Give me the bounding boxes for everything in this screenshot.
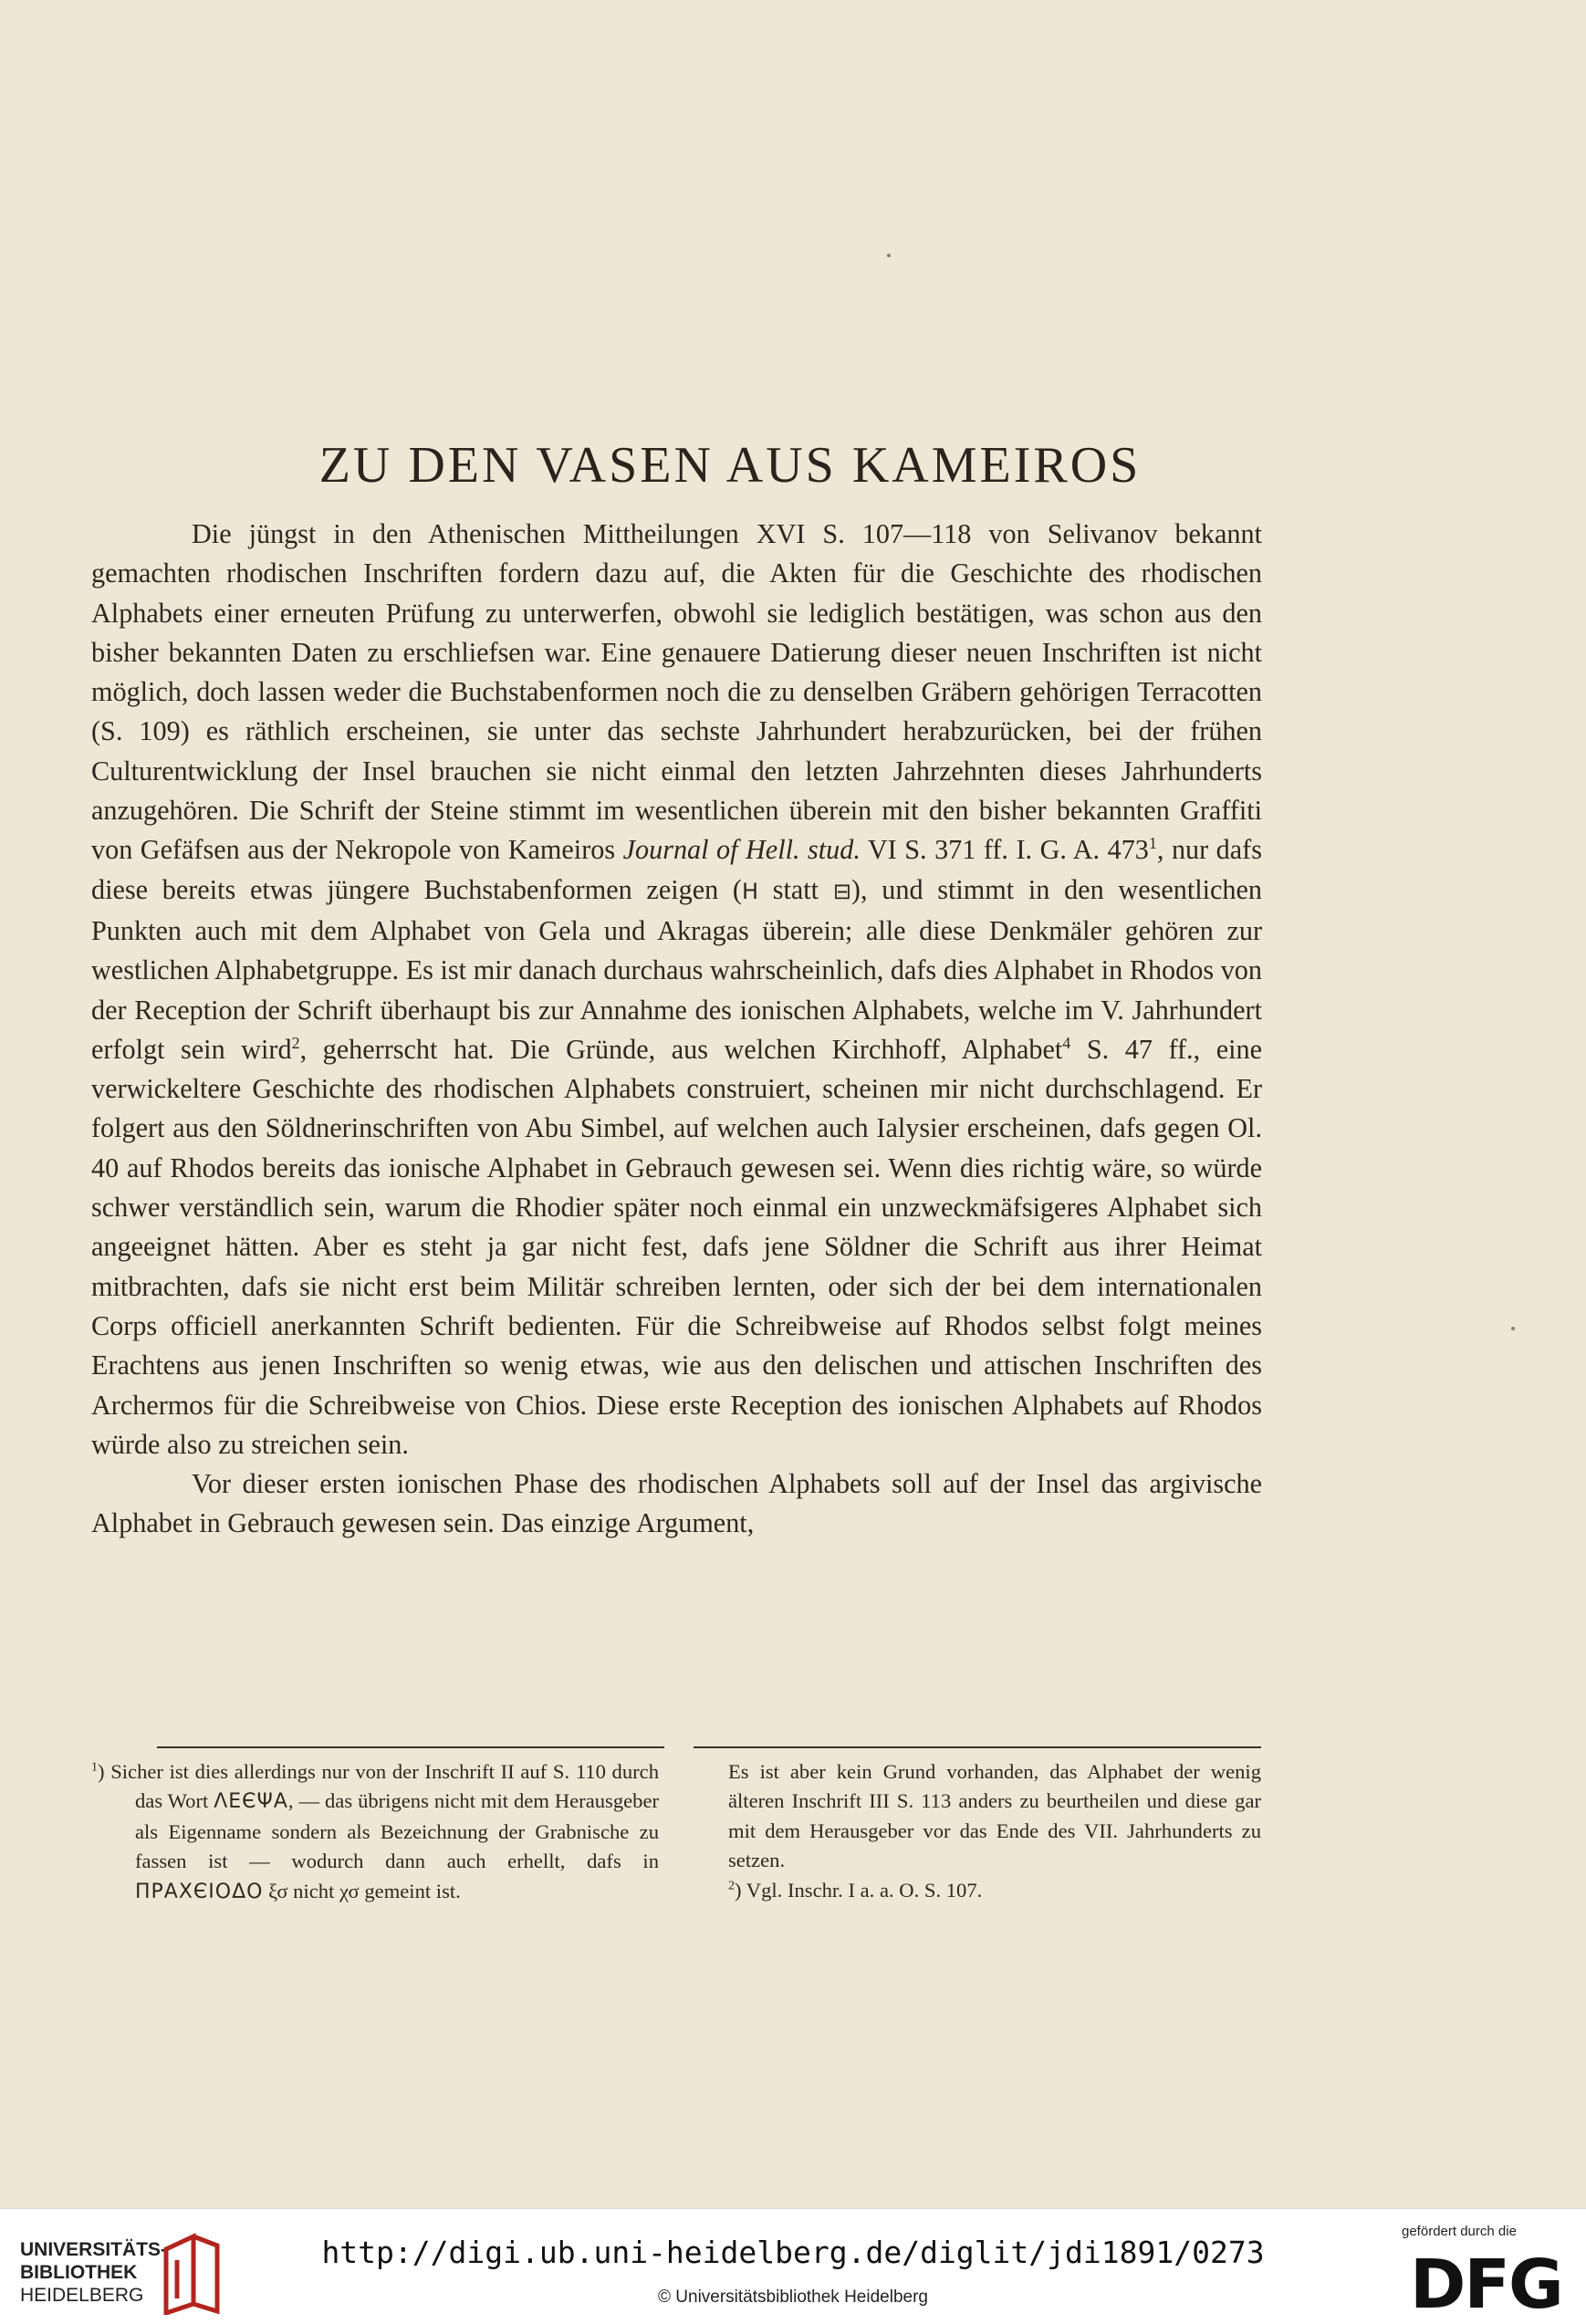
footnote-ref-2[interactable]: 2 xyxy=(291,1033,300,1052)
dfg-logo[interactable]: DFG xyxy=(1410,2246,1562,2324)
speck-mark xyxy=(1511,1327,1515,1330)
footnote-1: $^1$) Sicher ist dies allerdings nur von der Inschrift II auf S. 110 durch das Wort ΛΕЄΨΑ, — das übrigens nicht mit dem Herausgeber als Eigenname sondern als Bezeichnung der Grabnische zu fassen ist — wodurch dann auch erhellt, dafs in ΠΡΑΧЄΙΟΔΟ ξσ nicht χσ gemeint ist. xyxy=(91,1760,659,1903)
footnote-column-left xyxy=(91,1757,659,1907)
library-logo-text[interactable]: UNIVERSITÄTS- BIBLIOTHEK HEIDELBERG xyxy=(20,2239,168,2306)
footnote-1-continued: Es ist aber kein Grund vorhanden, das Alphabet der wenig älteren Inschrift III S. 113 anders zu beurtheilen und diese gar mit dem Herausgeber vor das Ende des VII. Jahrhunderts zu setzen. xyxy=(728,1760,1261,1872)
footer-bar xyxy=(0,2208,1586,2324)
footnote-2: $^2$) Vgl. Inschr. I a. a. O. S. 107. xyxy=(728,1878,983,1902)
permalink-url[interactable]: http://digi.ub.uni-heidelberg.de/diglit/jdi1891/0273 xyxy=(321,2235,1265,2270)
letter-heta: ⊟ xyxy=(832,878,851,904)
body-text xyxy=(91,515,1262,1544)
speck-mark xyxy=(887,254,891,257)
journal-title: Journal of Hell. stud. xyxy=(622,834,861,866)
article-title: ZU DEN VASEN AUS KAMEIROS xyxy=(318,437,1142,494)
paragraph-1: Die jüngst in den Athenischen Mittheilungen XVI S. 107—118 von Selivanov bekannt gemachten rhodischen Inschriften fordern dazu auf, die Akten für die Geschichte des rhodischen Alphabets einer erneuten Prüfung zu unterwerfen, obwohl sie lediglich bestätigen, was schon aus den bisher bekannten Daten zu erschliefsen war. Eine genauere Datierung dieser neuen Inschriften ist nicht möglich, doch lassen weder die Buchstabenformen noch die zu denselben Gräbern gehörigen Terracotten (S. 109) es räthlich erscheinen, sie unter das sechste Jahrhundert herabzurücken, bei der frühen Culturentwicklung der Insel brauchen sie nicht einmal den letzten Jahrzehnten dieses Jahrhunderts anzugehören. Die Schrift der Steine stimmt im wesentlichen überein mit den bisher bekannten Graffiti von Gefäfsen aus der Nekropole von Kameiros Journal of Hell. stud. VI S. 371 ff. I. G. A. $473^1$, nur dafs diese bereits etwas jüngere Buchstabenformen zeigen (H statt ⊟), und stimmt in den wesentlichen Punkten auch mit dem Alphabet von Gela und Akragas überein; alle diese Denkmäler gehören zur westlichen Alphabetgruppe. Es ist mir danach durchaus wahrscheinlich, dafs dies Alphabet in Rhodos von der Reception der Schrift überhaupt bis zur Annahme des ionischen Alphabets, welche im V. Jahrhundert erfolgt sein wird$^2$, geherrscht hat. Die Gründe, aus welchen Kirchhoff, Alphabet$^4$ S. 47 ff., eine verwickeltere Geschichte des rhodischen Alphabets construiert, scheinen mir nicht durchschlagend. Er folgert aus den Söldnerinschriften von Abu Simbel, auf welchen auch Ialysier erscheinen, dafs gegen Ol. 40 auf Rhodos bereits das ionische Alphabet in Gebrauch gewesen sei. Wenn dies richtig wäre, so würde schwer verständlich sein, warum die Rhodier später noch einmal ein unzweckmäfsigeres Alphabet sich angeeignet hätten. Aber es steht ja gar nicht fest, dafs jene Söldner die Schrift aus ihrer Heimat mitbrachten, dafs sie nicht erst beim Militär schreiben lernten, oder sich der bei dem internationalen Corps officiell anerkannten Schrift bedienten. Für die Schreibweise auf Rhodos selbst folgt meines Erachtens aus jenen Inschriften so wenig etwas, wie aus den delischen und attischen Inschriften des Archermos für die Schreibweise von Chios. Diese erste Reception des ionischen Alphabets auf Rhodos würde also zu streichen sein. xyxy=(91,518,1262,1460)
footnote-ref-1[interactable]: 1 xyxy=(1148,834,1157,853)
footnote-column-right xyxy=(728,1757,1261,1905)
copyright-notice: © Universitätsbibliothek Heidelberg xyxy=(658,2288,928,2307)
funding-note: gefördert durch die xyxy=(1402,2224,1517,2239)
greek-inscription-word: ΛΕЄΨΑ xyxy=(214,1790,288,1814)
letter-eta: H xyxy=(741,878,759,904)
edition-ref: 4 xyxy=(1062,1033,1071,1052)
footnote-rule-right xyxy=(694,1746,1261,1748)
paragraph-2: Vor dieser ersten ionischen Phase des rhodischen Alphabets soll auf der Insel das argivische Alphabet in Gebrauch gewesen sein. Das einzige Argument, xyxy=(91,1468,1262,1539)
greek-inscription-word: ΠΡΑΧЄΙΟΔΟ xyxy=(135,1880,264,1903)
footnote-rule-left xyxy=(157,1746,664,1748)
